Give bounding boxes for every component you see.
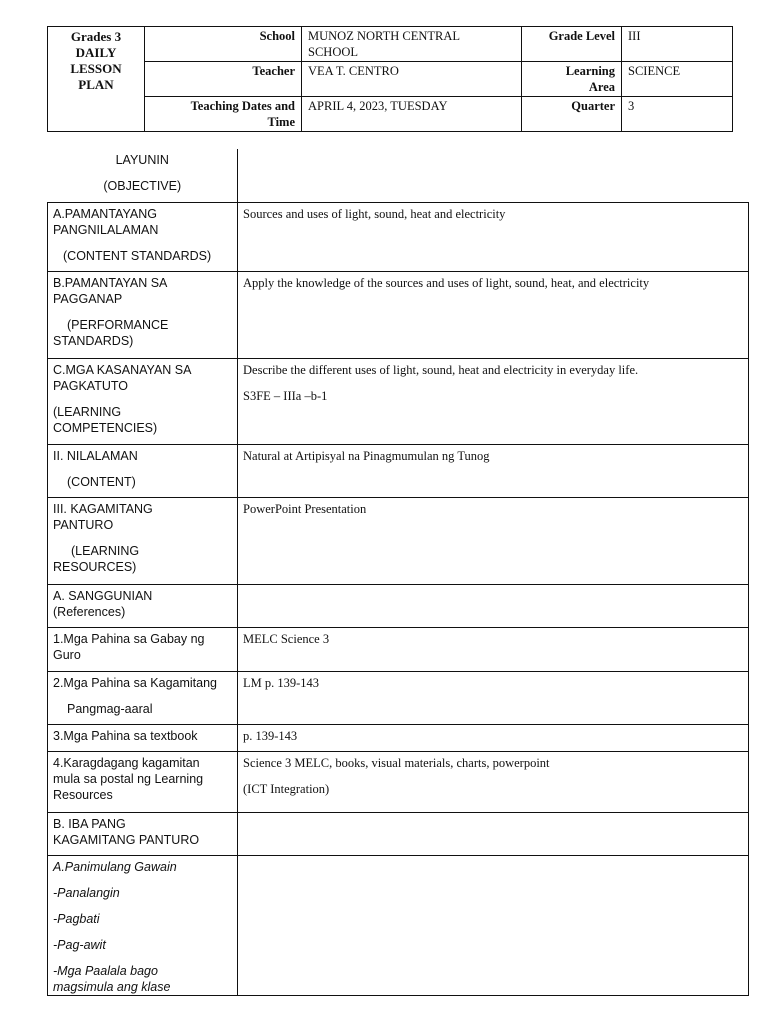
- table-row: [48, 584, 749, 627]
- dates-label: [145, 97, 302, 132]
- textbook-value: p. 139-143: [238, 724, 749, 751]
- dates-label-line: Teaching Dates and: [190, 99, 295, 113]
- table-row: [48, 444, 749, 497]
- label-line: III. KAGAMITANG: [53, 501, 153, 516]
- label-line: (PERFORMANCE: [67, 317, 169, 332]
- plan-title: [48, 27, 145, 132]
- label-line: PAGKATUTO: [53, 378, 129, 393]
- grade-level-label: Grade Level: [522, 27, 622, 62]
- content-standards-label: [48, 202, 238, 271]
- performance-standards-value: Apply the knowledge of the sources and uses of light, sound, heat, and electricity: [238, 271, 749, 358]
- references-value: [238, 584, 749, 627]
- additional-materials-value: [238, 751, 749, 812]
- label-line: -Pag-awit: [53, 937, 106, 952]
- label-line: (CONTENT STANDARDS): [63, 248, 212, 263]
- textbook-label: 3.Mga Pahina sa textbook: [48, 724, 238, 751]
- dates-value: APRIL 4, 2023, TUESDAY: [302, 97, 522, 132]
- content-standards-value: Sources and uses of light, sound, heat and electricity: [238, 202, 749, 271]
- label-line: STANDARDS): [53, 333, 134, 348]
- teacher-guide-value: MELC Science 3: [238, 627, 749, 671]
- grade-level-value: III: [622, 27, 733, 62]
- table-row: [48, 724, 749, 751]
- label-line: PANGNILALAMAN: [53, 222, 159, 237]
- table-row: [48, 671, 749, 724]
- objective-value: [238, 149, 749, 202]
- learning-area-value: SCIENCE: [622, 62, 733, 97]
- table-row: [48, 271, 749, 358]
- label-line: KAGAMITANG PANTURO: [53, 832, 200, 847]
- label-line: (CONTENT): [67, 474, 136, 489]
- label-line: -Panalangin: [53, 885, 120, 900]
- header-table: [47, 26, 733, 132]
- label-line: 4.Karagdagang kagamitan: [53, 755, 200, 770]
- label-line: B. IBA PANG: [53, 816, 126, 831]
- label-line: mula sa postal ng Learning: [53, 771, 204, 786]
- school-value-line: SCHOOL: [308, 45, 359, 59]
- title-line: Grades 3: [70, 29, 122, 44]
- label-line: II. NILALAMAN: [53, 448, 138, 463]
- label-line: C.MGA KASANAYAN SA: [53, 362, 192, 377]
- label-line: 2.Mga Pahina sa Kagamitang: [53, 675, 217, 690]
- table-row: [48, 202, 749, 271]
- dates-label-line: Time: [267, 115, 295, 129]
- label-line: Pangmag-aaral: [67, 701, 153, 716]
- learning-area-label-line: Learning: [565, 64, 615, 78]
- objective-line: (OBJECTIVE): [103, 179, 182, 193]
- learning-competencies-value: [238, 358, 749, 444]
- label-line: PAGGANAP: [53, 291, 123, 306]
- label-line: A. SANGGUNIAN: [53, 588, 153, 603]
- label-line: Resources: [53, 787, 113, 802]
- teacher-guide-label: [48, 627, 238, 671]
- label-line: (References): [53, 604, 126, 619]
- table-row: [48, 358, 749, 444]
- label-line: RESOURCES): [53, 559, 137, 574]
- value-line: S3FE – IIIa –b-1: [243, 388, 328, 403]
- value-line: Describe the different uses of light, sound, heat and electricity in everyday life.: [243, 362, 639, 377]
- content-value: Natural at Artipisyal na Pinagmumulan ng Tunog: [238, 444, 749, 497]
- value-line: (ICT Integration): [243, 781, 330, 796]
- label-line: (LEARNING: [71, 543, 140, 558]
- label-line: -Pagbati: [53, 911, 100, 926]
- content-label: [48, 444, 238, 497]
- teacher-value: VEA T. CENTRO: [302, 62, 522, 97]
- label-line: A.PAMANTAYANG: [53, 206, 157, 221]
- label-line: 1.Mga Pahina sa Gabay ng: [53, 631, 205, 646]
- lesson-table: [47, 149, 749, 996]
- learning-area-label-line: Area: [588, 80, 615, 94]
- table-row: [48, 627, 749, 671]
- school-value: [302, 27, 522, 62]
- other-resources-label: [48, 812, 238, 855]
- additional-materials-label: [48, 751, 238, 812]
- objective-line: LAYUNIN: [115, 153, 169, 167]
- label-line: -Mga Paalala bago: [53, 963, 158, 978]
- learning-resources-value: PowerPoint Presentation: [238, 497, 749, 584]
- value-line: Science 3 MELC, books, visual materials, charts, powerpoint: [243, 755, 550, 770]
- preliminary-activities-label: [48, 855, 238, 995]
- objective-label: [48, 149, 238, 202]
- table-row: [48, 812, 749, 855]
- teacher-label: Teacher: [145, 62, 302, 97]
- learning-area-label: [522, 62, 622, 97]
- title-line: LESSON: [70, 61, 122, 76]
- quarter-label: Quarter: [522, 97, 622, 132]
- label-line: (LEARNING: [53, 404, 122, 419]
- other-resources-value: [238, 812, 749, 855]
- preliminary-activities-value: [238, 855, 749, 995]
- learning-resources-label: [48, 497, 238, 584]
- title-line: PLAN: [78, 77, 114, 92]
- label-line: COMPETENCIES): [53, 420, 158, 435]
- table-row: [48, 855, 749, 995]
- learner-materials-value: LM p. 139-143: [238, 671, 749, 724]
- title-line: DAILY: [75, 45, 117, 60]
- school-label: School: [145, 27, 302, 62]
- label-line: Guro: [53, 647, 81, 662]
- label-line: PANTURO: [53, 517, 114, 532]
- performance-standards-label: [48, 271, 238, 358]
- learning-competencies-label: [48, 358, 238, 444]
- learner-materials-label: [48, 671, 238, 724]
- references-label: [48, 584, 238, 627]
- label-line: A.Panimulang Gawain: [53, 859, 177, 874]
- label-line: magsimula ang klase: [53, 979, 171, 994]
- quarter-value: 3: [622, 97, 733, 132]
- label-line: B.PAMANTAYAN SA: [53, 275, 168, 290]
- table-row: [48, 497, 749, 584]
- school-value-line: MUNOZ NORTH CENTRAL: [308, 29, 461, 43]
- table-row: [48, 751, 749, 812]
